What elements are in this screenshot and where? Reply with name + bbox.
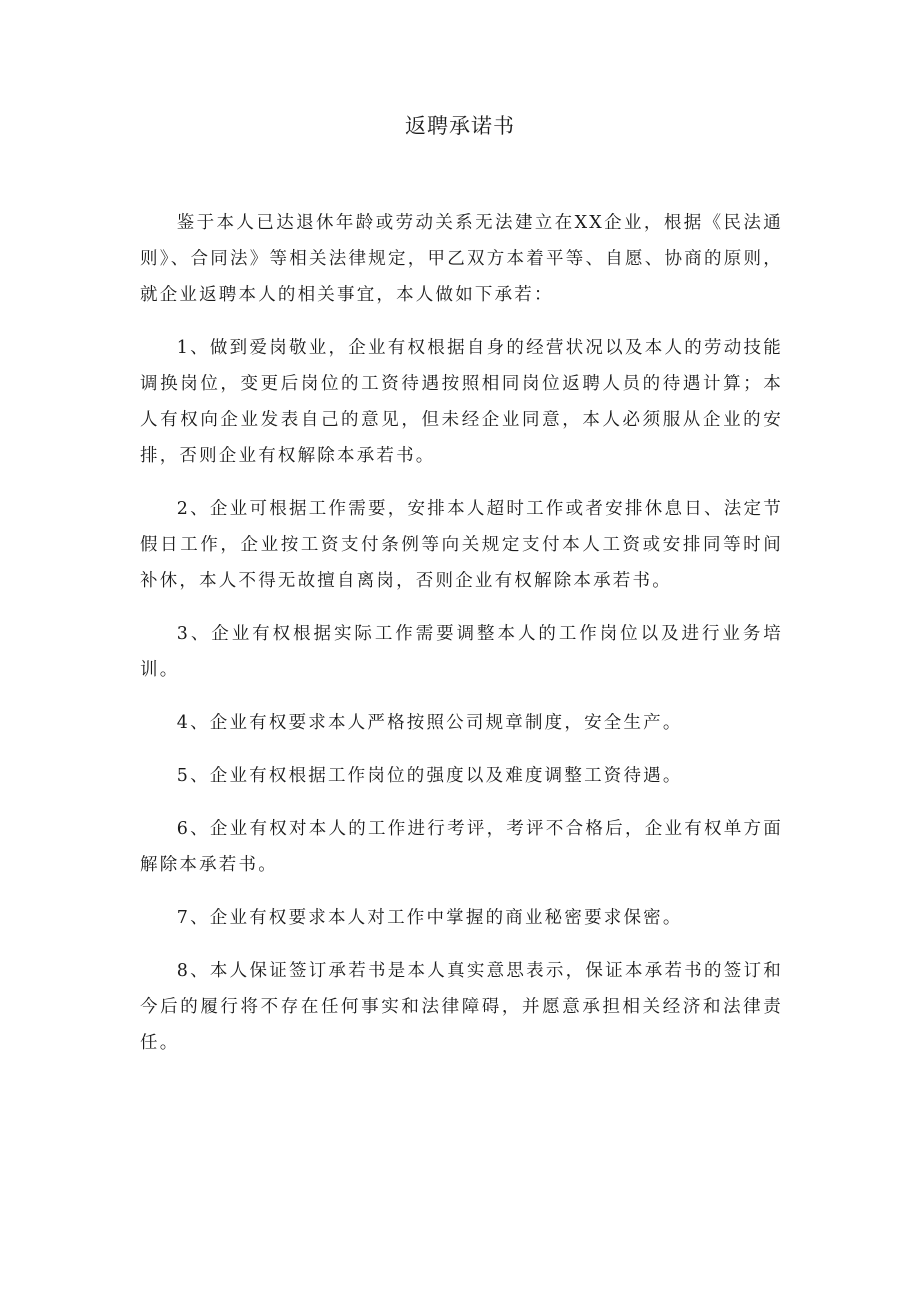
clause-2: 2、企业可根据工作需要，安排本人超时工作或者安排休息日、法定节假日工作，企业按工资支付条例等向关规定支付本人工资或安排同等时间补休，本人不得无故擅自离岗，否则企业有权解除本承若书。 (140, 499, 783, 591)
document-body (140, 205, 783, 1078)
clause-7: 7、企业有权要求本人对工作中掌握的商业秘密要求保密。 (176, 908, 683, 928)
clause-3: 3、企业有权根据实际工作需要调整本人的工作岗位以及进行业务培训。 (140, 624, 783, 680)
clause-4: 4、企业有权要求本人严格按照公司规章制度，安全生产。 (176, 713, 683, 733)
clause-8: 8、本人保证签订承若书是本人真实意思表示，保证本承若书的签订和今后的履行将不存在任何事实和法律障碍，并愿意承担相关经济和法律责任。 (140, 961, 783, 1053)
intro-paragraph: 鉴于本人已达退休年龄或劳动关系无法建立在XX企业，根据《民法通则》、合同法》等相关法律规定，甲乙双方本着平等、自愿、协商的原则，就企业返聘本人的相关事宜，本人做如下承若： (140, 213, 783, 305)
clause-1: 1、做到爱岗敬业，企业有权根据自身的经营状况以及本人的劳动技能调换岗位，变更后岗位的工资待遇按照相同岗位返聘人员的待遇计算；本人有权向企业发表自己的意见，但未经企业同意，本人必须服从企业的安排，否则企业有权解除本承若书。 (140, 338, 783, 466)
clause-6: 6、企业有权对本人的工作进行考评，考评不合格后，企业有权单方面解除本承若书。 (140, 819, 783, 875)
document-title: 返聘承诺书 (405, 114, 515, 138)
clause-5: 5、企业有权根据工作岗位的强度以及难度调整工资待遇。 (176, 766, 683, 786)
